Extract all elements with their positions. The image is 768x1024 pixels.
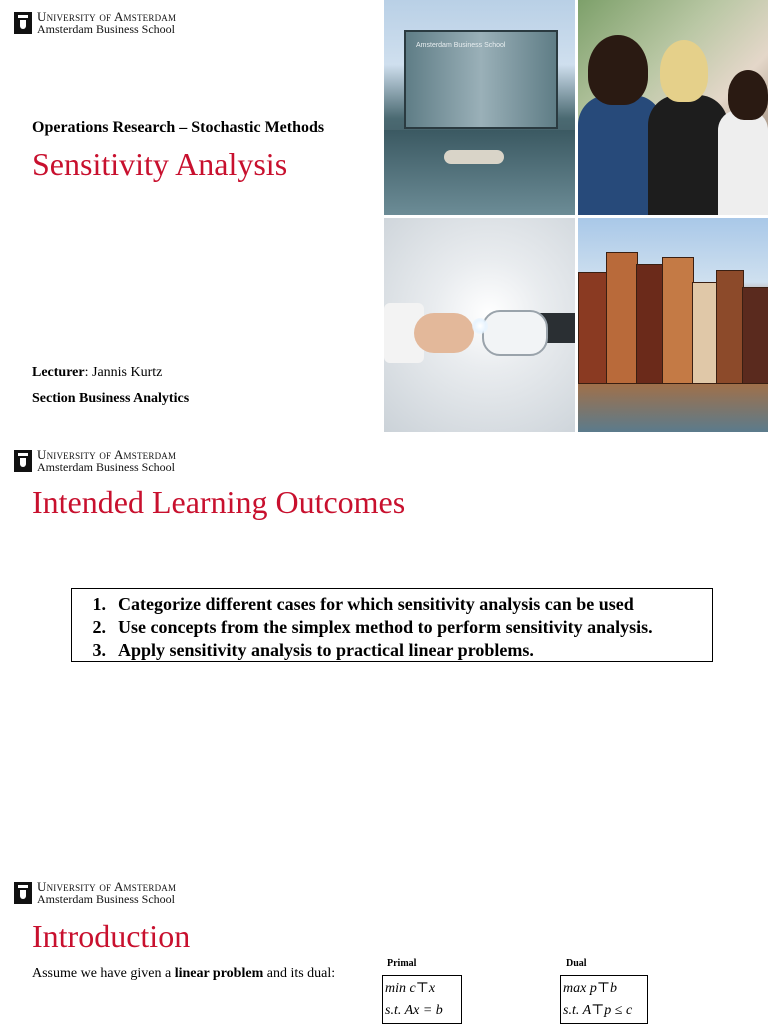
logo-school: Amsterdam Business School (37, 22, 175, 36)
dual-constraint: s.t. A⊤p ≤ c (563, 1003, 633, 1018)
building-sign: Amsterdam Business School (416, 42, 506, 49)
logo-university: University of Amsterdam (37, 447, 177, 462)
logo-university: University of Amsterdam (37, 9, 177, 24)
list-item: 3. Apply sensitivity analysis to practical linear problems. (92, 640, 534, 660)
title-slide (0, 0, 768, 432)
course-subtitle: Operations Research – Stochastic Methods (32, 119, 325, 136)
lecturer-name: : Jannis Kurtz (84, 365, 163, 380)
dual-label: Dual (566, 958, 587, 969)
photo-students (578, 0, 768, 215)
outcomes-box (71, 588, 713, 662)
photo-collage (384, 0, 768, 432)
logo-school: Amsterdam Business School (37, 892, 175, 906)
slide-title: Sensitivity Analysis (32, 146, 288, 182)
uva-crest-icon (14, 450, 32, 472)
uva-crest-icon (14, 882, 32, 904)
uva-logo (14, 10, 176, 36)
primal-box (382, 975, 462, 1024)
primal-constraint: s.t. Ax = b (385, 1003, 443, 1018)
intro-text: Assume we have given a linear problem and its dual: (32, 966, 336, 981)
introduction-slide (0, 870, 768, 1024)
dual-objective: max p⊤b (563, 981, 617, 996)
primal-objective: min c⊤x (385, 981, 436, 996)
lecturer-line (32, 365, 162, 381)
slide-title: Intended Learning Outcomes (32, 484, 406, 520)
primal-label: Primal (387, 958, 417, 969)
uva-logo (14, 880, 176, 906)
uva-logo (14, 448, 176, 474)
logo-school: Amsterdam Business School (37, 460, 175, 474)
photo-human-robot-fist-bump (384, 218, 575, 432)
logo-university: University of Amsterdam (37, 879, 177, 894)
photo-canal-houses (578, 218, 768, 432)
slide-title: Introduction (32, 918, 191, 954)
dual-box (560, 975, 648, 1024)
lecturer-label: Lecturer (32, 365, 85, 380)
list-item: 1. Categorize different cases for which sensitivity analysis can be used (92, 594, 634, 614)
list-item: 2. Use concepts from the simplex method to perform sensitivity analysis. (92, 617, 653, 637)
uva-crest-icon (14, 12, 32, 34)
section-name: Section Business Analytics (32, 391, 190, 406)
photo-business-school-building (384, 0, 575, 215)
learning-outcomes-slide (0, 438, 768, 868)
